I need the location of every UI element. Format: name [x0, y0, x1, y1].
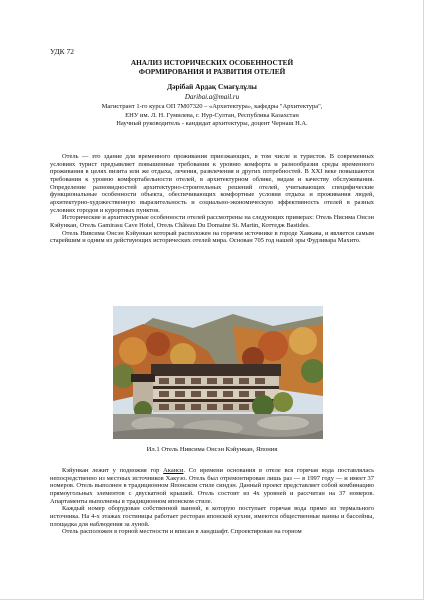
- paragraph-4-start: Кэйункан лежит у подножия гор: [62, 467, 164, 474]
- akaishi-link[interactable]: Акаиси: [163, 467, 184, 474]
- affiliation-line-1: Магистрант 1-го курса ОП 7М07320 – «Архитектура», кафедры "Архитектура",: [101, 103, 323, 110]
- hotel-photo-illustration: [113, 306, 323, 439]
- paragraph-6: Отель расположен в горной местности и вписан в ландшафт. Спроектирован на горном: [62, 528, 302, 536]
- author-email: Daribai.a@mail.ru: [184, 93, 240, 101]
- paragraph-2: Исторические и архитектурные особенности отелей рассмотрены на следующих примерах: Отель Нисима Онсэн Кэйункан, Отель Gamirasu Cave Hotel, Отель Château Du Domaine St. Martin, Коттедж Bastides.: [50, 214, 374, 229]
- paragraph-1: Отель — это здание для временного проживания приезжающих, в том числе и туристов. В современных условиях турист предъявляет повышенные требования к уровню комфорта и разнообразия среды временного проживания в целях визита или же отдыха, лечения, развлечения и других потребностей. В XXI веке повышаются требования к уровню комфортабельности отелей, в архитектурном облике, видам и качеству обслуживания. Определение разновидностей архитектурно-строительных решений отелей, учитывающих специфические функциональные особенности объекта, обеспечивающих комфортные условия отдыха и проживания людей, архитектурно-художественную выразительность и социально-экономическую эффективность отелей в разных условиях городов и курортных пунктов.: [50, 153, 374, 214]
- paragraph-4: [50, 467, 374, 505]
- affiliation-line-3: Научный руководитель - кандидат архитектуры, доцент Чернаш Н.А.: [116, 120, 308, 127]
- hotel-photo: [113, 306, 323, 439]
- paragraph-5: Каждый номер оборудован собственной ванной, в которую поступает горячая вода прямо из термального источника. На 4-х этажах гостиницы работает ресторан японской кухни, имеются общественные ванны и бассейны, площадка для наблюдения за луной.: [50, 505, 374, 528]
- paragraph-3: Отель Нивсима Онсэн Кэйункан который расположен на горячем источнике в городе Хаякава, и является самым старейшим и одним из действующих исторических отелей мира. Основан 705 год нашей эры Фудзивара Махито.: [50, 229, 374, 245]
- body-text-top: [50, 153, 374, 245]
- affiliation: [50, 103, 374, 129]
- title-line-1: АНАЛИЗ ИСТОРИЧЕСКИХ ОСОБЕННОСТЕЙ: [130, 58, 294, 67]
- paragraph-4-rest: . Со времени основания в отеле вся горячая вода поставлялась непосредственно из местных источников Хакуэо. Отель был отремонтирован лишь раз — в 1997 году — и имеет 37 номеров. Отель выполнен в традиционном Японском стиле синдэн. Данный проект представляет собой комбинацию прямоугольных элементов с двускатной крышей. Отель состоит из 4х уровней и рассчитан на 37 номеров. Апартаменты выполнены в традиционном японском стиле.: [50, 467, 375, 505]
- figure-caption: Ил.1 Отель Нивсима Онсэн Кэйункан, Япония: [146, 446, 278, 453]
- udk-code: УДК 72: [50, 47, 75, 56]
- paper-title: [50, 58, 374, 76]
- affiliation-line-2: ЕНУ им. Л. Н. Гумилева, г. Нур-Султан, Республика Казахстан: [125, 111, 299, 119]
- body-text-bottom: [50, 467, 374, 536]
- author-name: Дәрібай Ардақ Смағұлұлы: [167, 82, 257, 91]
- title-line-2: ФОРМИРОВАНИЯ И РАЗВИТИЯ ОТЕЛЕЙ: [138, 67, 286, 76]
